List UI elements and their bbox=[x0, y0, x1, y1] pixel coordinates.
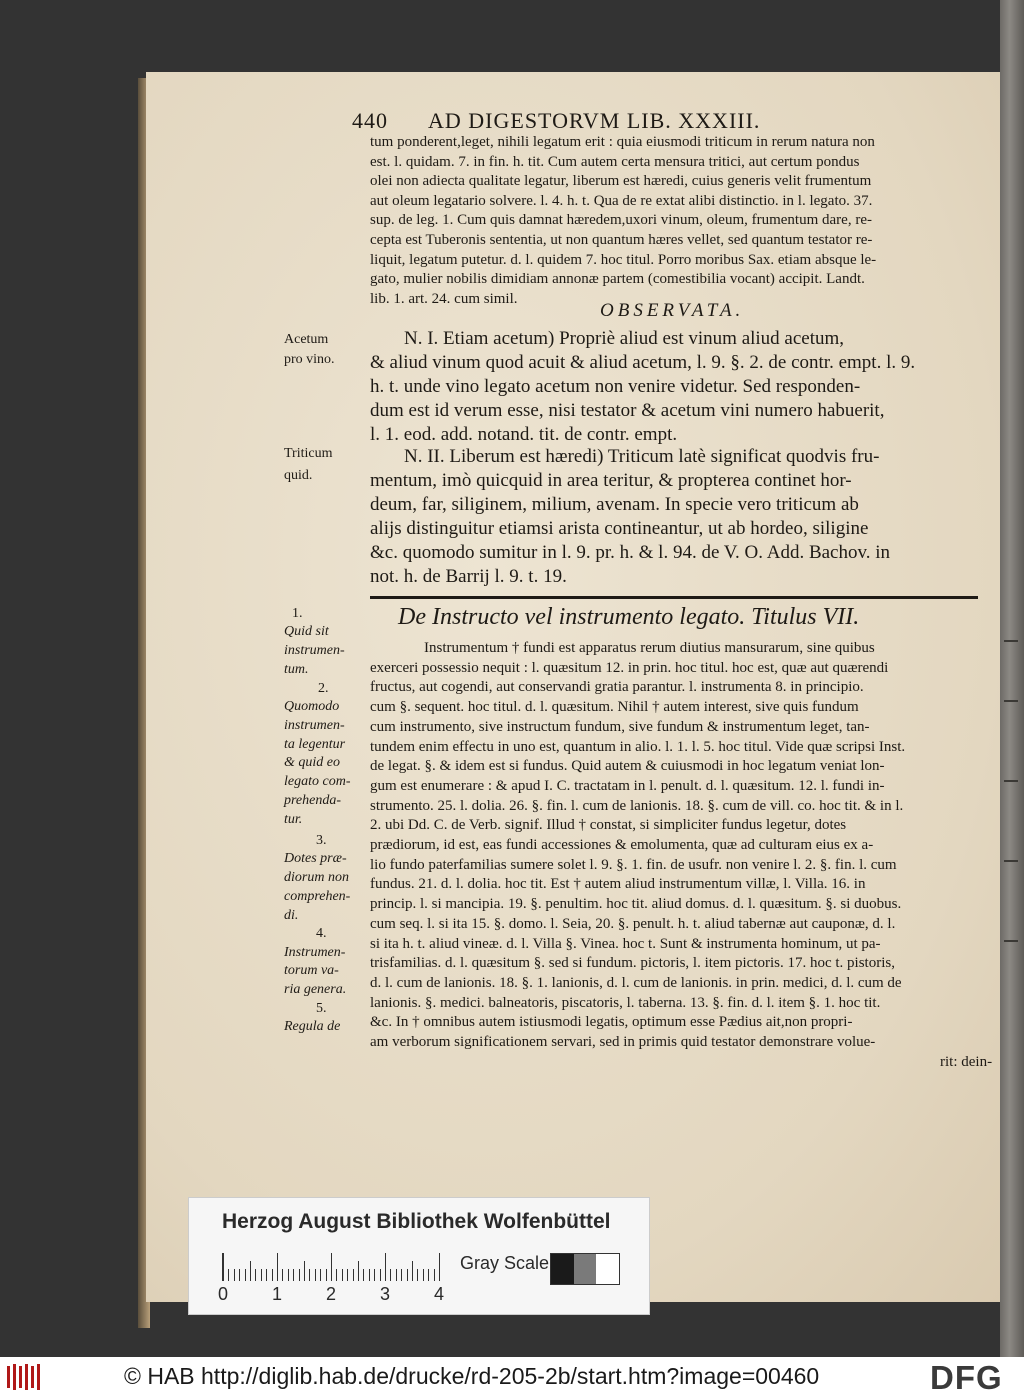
text-line: 2. ubi Dd. C. de Verb. signif. Illud † constat, si simpliciter fundus legetur, dotes bbox=[370, 817, 847, 834]
footer-link[interactable]: © HAB http://diglib.hab.de/drucke/rd-205-2b/start.htm?image=00460 bbox=[124, 1363, 820, 1389]
margin-note: instrumen- bbox=[284, 718, 345, 733]
ruler-tick bbox=[288, 1269, 289, 1281]
ruler-tick bbox=[309, 1269, 310, 1281]
ruler-tick bbox=[299, 1269, 300, 1281]
text-line: tundem enim effectu in uno est, quantum in alio. l. 1. l. 5. hoc titul. Vide quæ scripsi Inst. bbox=[370, 738, 906, 755]
ruler-tick bbox=[336, 1269, 337, 1281]
text-line: aut oleum legatario solvere. l. 4. h. t. Qua de re extat alibi distinctio. in l. legato. 37. bbox=[370, 192, 873, 209]
text-line: tum ponderent,leget, nihili legatum erit : quia eiusmodi triticum in rerum natura non bbox=[370, 134, 875, 150]
ruler-tick bbox=[401, 1269, 402, 1281]
margin-note: 2. bbox=[318, 681, 329, 696]
running-head bbox=[352, 108, 760, 134]
gray-swatch bbox=[596, 1254, 619, 1284]
text-line: si ita h. t. aliud vineæ. d. l. Villa §. Vinea. hoc t. Sunt & instrumenta hominum, ut pa- bbox=[370, 935, 881, 952]
text-line: &c. In † omnibus autem istiusmodi legatis, optimum esse Pædius ait,non propri- bbox=[370, 1014, 853, 1031]
text-line: est. l. quidam. 7. in fin. h. tit. Cum autem certa mensura tritici, aut certum pondus bbox=[370, 153, 860, 170]
text-line: lio fundo paterfamilias sumere solet l. 9. §. 1. fin. de usufr. non venire l. 2. §. fin. l. cum bbox=[370, 856, 897, 873]
ruler-tick bbox=[428, 1269, 429, 1281]
ruler-tick bbox=[434, 1269, 435, 1281]
margin-note: 4. bbox=[316, 926, 327, 941]
text-line: gato, mulier nobilis dimidiam annonæ partem (comestibilia vocant) accipit. Landt. bbox=[370, 271, 865, 288]
text-line: &c. quomodo sumitur in l. 9. pr. h. & l. 94. de V. O. Add. Bachov. in bbox=[370, 542, 891, 563]
text-line: dum est id verum esse, nisi testator & acetum vini numero habuerit, bbox=[370, 400, 885, 421]
margin-note: ria genera. bbox=[284, 982, 347, 997]
ruler-tick bbox=[315, 1269, 316, 1281]
ruler-tick bbox=[358, 1261, 359, 1281]
ruler-number: 2 bbox=[326, 1284, 337, 1304]
margin-note: 3. bbox=[316, 833, 327, 848]
text-line: rit: dein- bbox=[940, 1053, 993, 1070]
text-line: mentum, imò quicquid in area teritur, & propterea continet hor- bbox=[370, 470, 852, 491]
margin-note: Dotes præ- bbox=[284, 851, 347, 866]
ruler-tick bbox=[250, 1261, 251, 1281]
ruler-tick bbox=[347, 1269, 348, 1281]
margin-note: Quomodo bbox=[284, 699, 340, 714]
ruler-tick bbox=[390, 1269, 391, 1281]
text-line: l. 1. eod. add. notand. tit. de contr. empt. bbox=[370, 424, 678, 445]
margin-note: 5. bbox=[316, 1001, 327, 1016]
text-line: olei non adiecta qualitate legatur, liberum est hæredi, cuius generis velit frumentum bbox=[370, 173, 872, 190]
ruler-tick bbox=[385, 1253, 386, 1281]
text-line: liquit, legatum putetur. d. l. quidem 7. hoc titul. Porro moribus Sax. etiam absque le- bbox=[370, 251, 877, 268]
text-line: strumento. 25. l. dolia. 26. §. fin. l. cum de lanionis. 18. §. cum de vill. co. hoc tit. & in l. bbox=[370, 797, 904, 814]
text-line: fructus, aut cogendi, aut conservandi gratia parantur. l. instrumenta 8. in principio. bbox=[370, 679, 864, 696]
ruler-tick bbox=[412, 1261, 413, 1281]
ruler-tick bbox=[293, 1269, 294, 1281]
gray-swatch bbox=[574, 1254, 597, 1284]
ruler-tick bbox=[266, 1269, 267, 1281]
ruler-number: 0 bbox=[218, 1284, 229, 1304]
gray-swatch bbox=[551, 1254, 574, 1284]
ruler-tick bbox=[239, 1269, 240, 1281]
text-line: & aliud vinum quod acuit & aliud acetum, l. 9. §. 2. de contr. empt. l. 9. bbox=[370, 352, 916, 373]
text-line: exerceri possessio nequit : l. quæsitum 12. in prin. hoc titul. hoc est, quæ aut quærendi bbox=[370, 659, 889, 676]
text-line: not. h. de Barrij l. 9. t. 19. bbox=[370, 566, 567, 587]
ruler-tick bbox=[353, 1269, 354, 1281]
next-page-edge bbox=[1000, 0, 1024, 1357]
text-line: sup. de leg. 1. Cum quis damnat hæredem,uxori vinum, oleum, frumentum dare, re- bbox=[370, 212, 872, 229]
text-line: fundus. 21. d. l. dolia. hoc tit. Est † autem aliud instrumentum villæ, l. Villa. 16. in bbox=[370, 876, 866, 893]
ruler-tick bbox=[363, 1269, 364, 1281]
ruler-tick bbox=[380, 1269, 381, 1281]
target-title: Herzog August Bibliothek Wolfenbüttel bbox=[222, 1210, 611, 1233]
gray-swatches bbox=[550, 1253, 620, 1285]
ruler-tick bbox=[374, 1269, 375, 1281]
ruler-tick bbox=[320, 1269, 321, 1281]
margin-note: Regula de bbox=[284, 1019, 341, 1034]
dfg-logo: DFG bbox=[930, 1359, 1003, 1396]
margin-note: comprehen- bbox=[284, 889, 351, 904]
text-line: h. t. unde vino legato acetum non venire videtur. Sed responden- bbox=[370, 376, 861, 397]
ruler-tick bbox=[331, 1253, 332, 1281]
ruler-tick bbox=[282, 1269, 283, 1281]
margin-note: Acetum bbox=[284, 332, 329, 347]
text-line: cum §. sequent. hoc titul. d. l. quæsitum. Nihil † autem interest, sive quis fundum bbox=[370, 699, 859, 716]
margin-note: diorum non bbox=[284, 870, 349, 885]
ruler-tick bbox=[326, 1269, 327, 1281]
margin-note: tur. bbox=[284, 812, 303, 827]
margin-note: & quid eo bbox=[284, 755, 340, 770]
text-line: Instrumentum † fundi est apparatus rerum diutius mansurarum, sine quibus bbox=[424, 640, 875, 656]
margin-note: instrumen- bbox=[284, 643, 345, 658]
text-line: cepta est Tuberonis sententia, ut non quantum hæres vellet, sed quantum testator re- bbox=[370, 232, 873, 248]
margin-note: torum va- bbox=[284, 963, 339, 978]
ruler-tick bbox=[439, 1253, 440, 1281]
observata-heading: OBSERVATA. bbox=[600, 300, 745, 321]
gray-scale-label: Gray Scale bbox=[460, 1253, 550, 1273]
text-line: cum seq. l. si ita 15. §. domo. l. Seia, 20. §. penult. h. t. aliud tabernæ aut cauponæ, d. l. bbox=[370, 915, 896, 932]
ruler-tick bbox=[342, 1269, 343, 1281]
ruler-tick bbox=[277, 1253, 278, 1281]
ruler-tick bbox=[234, 1269, 235, 1281]
text-line: alijs distinguitur etiamsi arista contineantur, ut ab hordeo, siligine bbox=[370, 518, 869, 539]
margin-note: tum. bbox=[284, 662, 309, 677]
text-line: lib. 1. art. 24. cum simil. bbox=[370, 290, 518, 307]
section-title: De Instructo vel instrumento legato. Titulus VII. bbox=[398, 604, 860, 630]
margin-note: quid. bbox=[284, 468, 313, 483]
margin-note: legato com- bbox=[284, 774, 351, 789]
scale-ruler bbox=[222, 1253, 440, 1281]
ruler-number: 1 bbox=[272, 1284, 283, 1304]
text-line: N. II. Liberum est hæredi) Triticum latè significat quodvis fru- bbox=[404, 446, 880, 467]
margin-note: pro vino. bbox=[284, 352, 335, 367]
text-line: gum est enumerare : & apud I. C. tractatam in l. penult. d. l. quæsitum. 12. l. fundi in- bbox=[370, 777, 885, 794]
ruler-tick bbox=[272, 1269, 273, 1281]
ruler-tick bbox=[228, 1269, 229, 1281]
margin-note: prehenda- bbox=[284, 793, 342, 808]
ruler-number: 4 bbox=[434, 1284, 445, 1304]
text-line: lanionis. §. medici. balneatoris, piscatoris, l. taberna. 13. §. fin. d. l. item §. 1. hoc tit. bbox=[370, 994, 881, 1011]
ruler-tick bbox=[417, 1269, 418, 1281]
text-line: prædiorum, id est, eas fundi accessiones & emolumenta, quæ ad culturam eius ex a- bbox=[370, 837, 874, 853]
ruler-tick bbox=[407, 1269, 408, 1281]
ruler-tick bbox=[261, 1269, 262, 1281]
text-line: d. l. cum de lanionis. 18. §. 1. lanionis, d. l. cum de lanionis. in prin. medici, d. l. cum de bbox=[370, 974, 902, 991]
margin-note: Instrumen- bbox=[284, 945, 346, 960]
section-rule bbox=[370, 596, 978, 599]
text-line: cum instrumento, sive instructum fundum, sive fundum & instrumentum leget, tan- bbox=[370, 718, 870, 735]
ruler-tick bbox=[423, 1269, 424, 1281]
text-line: de legat. §. & idem est si fundus. Quid autem & cuiusmodi in hoc legatum veniat lon- bbox=[370, 758, 885, 775]
ruler-number: 3 bbox=[380, 1284, 391, 1304]
text-line: trisfamilias. d. l. quæsitum §. sed si fundum. pictoris, l. item pictoris. 17. hoc t. pistoris, bbox=[370, 955, 895, 972]
margin-note: Quid sit bbox=[284, 624, 329, 639]
text-line: N. I. Etiam acetum) Propriè aliud est vinum aliud acetum, bbox=[404, 328, 845, 349]
ruler-tick bbox=[245, 1269, 246, 1281]
ruler-tick bbox=[255, 1269, 256, 1281]
page-number: 440 bbox=[352, 108, 388, 133]
ruler-tick bbox=[223, 1253, 224, 1281]
ruler-tick bbox=[304, 1261, 305, 1281]
hab-bars-icon bbox=[6, 1362, 46, 1392]
text-line: princip. l. si mancipia. 19. §. penultim. hoc tit. aliud domus. d. l. quæsitum. §. si duobus. bbox=[370, 896, 902, 913]
margin-note: ta legentur bbox=[284, 737, 346, 752]
ruler-tick bbox=[396, 1269, 397, 1281]
margin-note: di. bbox=[284, 908, 299, 923]
text-line: deum, far, siliginem, milium, avenam. In specie vero triticum ab bbox=[370, 494, 859, 515]
running-head-title: AD DIGESTORVM LIB. XXXIII. bbox=[428, 108, 761, 133]
margin-note: Triticum bbox=[284, 446, 333, 461]
margin-note: 1. bbox=[292, 606, 303, 621]
ruler-tick bbox=[369, 1269, 370, 1281]
text-line: am verborum significationem servari, sed in primis quid testator demonstrare volue- bbox=[370, 1034, 876, 1050]
